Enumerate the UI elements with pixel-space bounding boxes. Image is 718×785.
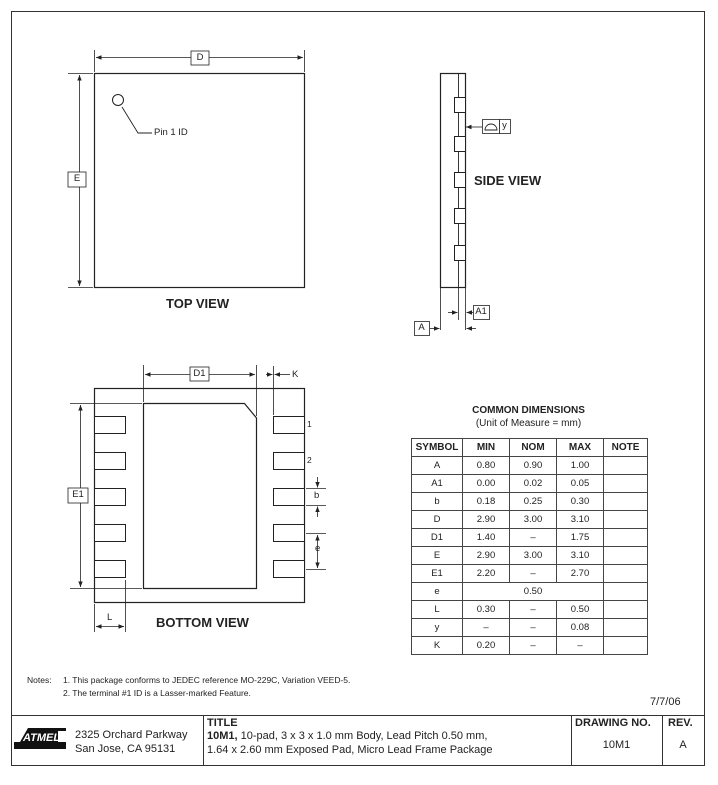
atmel-logo xyxy=(14,728,66,749)
cell: y xyxy=(412,619,463,637)
table-row xyxy=(412,583,648,601)
col-header: NOM xyxy=(510,439,557,457)
cell: 0.00 xyxy=(463,475,510,493)
cell xyxy=(604,547,648,565)
revision-date: 7/7/06 xyxy=(650,696,681,708)
bottom-pads-left xyxy=(95,417,126,578)
cell: 0.90 xyxy=(510,457,557,475)
cell: – xyxy=(510,601,557,619)
top-view-title: TOP VIEW xyxy=(166,296,230,311)
label-D1: D1 xyxy=(193,368,206,379)
table-row xyxy=(412,457,648,475)
label-b: b xyxy=(314,490,320,501)
label-A: A xyxy=(418,322,425,333)
label-y: y xyxy=(502,120,507,131)
cell: – xyxy=(510,637,557,655)
cell: – xyxy=(463,619,510,637)
label-A1: A1 xyxy=(475,306,487,317)
table-row xyxy=(412,475,648,493)
label-L: L xyxy=(107,612,113,623)
cell xyxy=(604,457,648,475)
table-row xyxy=(412,529,648,547)
table-row xyxy=(412,511,648,529)
label-D: D xyxy=(196,52,204,63)
address-line-2: San Jose, CA 95131 xyxy=(75,743,176,755)
pin-number-1: 1 xyxy=(307,419,312,429)
address-line-1: 2325 Orchard Parkway xyxy=(75,729,188,741)
side-view-title: SIDE VIEW xyxy=(474,173,542,188)
cell xyxy=(604,565,648,583)
table-row xyxy=(412,547,648,565)
cell: K xyxy=(412,637,463,655)
table-row xyxy=(412,493,648,511)
cell: 0.18 xyxy=(463,493,510,511)
cell xyxy=(604,583,648,601)
cell: 2.20 xyxy=(463,565,510,583)
cell: 0.80 xyxy=(463,457,510,475)
label-E1: E1 xyxy=(72,489,84,500)
title-line-1 xyxy=(207,730,487,743)
cell: – xyxy=(510,529,557,547)
rev-label: REV. xyxy=(668,717,693,729)
note-1: 1. This package conforms to JEDEC reference MO-229C, Variation VEED-5. xyxy=(63,675,351,685)
rev-value: A xyxy=(679,739,687,751)
pin1-leader xyxy=(122,107,152,133)
cell: 3.10 xyxy=(557,547,604,565)
title-part-number: 10M1, xyxy=(207,730,238,742)
cell xyxy=(604,529,648,547)
cell: L xyxy=(412,601,463,619)
cell: D1 xyxy=(412,529,463,547)
col-header: SYMBOL xyxy=(412,439,463,457)
cell: 0.50 xyxy=(463,583,604,601)
cell: 0.50 xyxy=(557,601,604,619)
cell xyxy=(604,493,648,511)
cell: 3.10 xyxy=(557,511,604,529)
cell: A1 xyxy=(412,475,463,493)
cell: e xyxy=(412,583,463,601)
title-line-1-text: 10-pad, 3 x 3 x 1.0 mm Body, Lead Pitch 0.50 mm, xyxy=(237,730,488,742)
cell xyxy=(604,475,648,493)
dimensions-table xyxy=(411,438,648,655)
label-K: K xyxy=(292,369,299,380)
table-row xyxy=(412,619,648,637)
table-row xyxy=(412,601,648,619)
drawing-no-label: DRAWING NO. xyxy=(575,717,651,729)
cell: 0.08 xyxy=(557,619,604,637)
drawing-no: 10M1 xyxy=(602,739,631,751)
cell: E1 xyxy=(412,565,463,583)
title-line-2: 1.64 x 2.60 mm Exposed Pad, Micro Lead Frame Package xyxy=(207,744,493,756)
cell: b xyxy=(412,493,463,511)
table-header-row xyxy=(412,439,648,457)
pin1-marker xyxy=(113,95,124,106)
col-header: MIN xyxy=(463,439,510,457)
label-E: E xyxy=(73,173,81,184)
cell: – xyxy=(510,619,557,637)
cell xyxy=(604,619,648,637)
dimensions-title: COMMON DIMENSIONS xyxy=(472,405,585,416)
cell xyxy=(604,637,648,655)
cell: 3.00 xyxy=(510,511,557,529)
cell: 2.70 xyxy=(557,565,604,583)
cell: E xyxy=(412,547,463,565)
cell: 2.90 xyxy=(463,547,510,565)
pin-number-2: 2 xyxy=(307,455,312,465)
bottom-view-title: BOTTOM VIEW xyxy=(156,615,249,630)
side-view-pads xyxy=(455,98,466,261)
cell: 0.25 xyxy=(510,493,557,511)
cell: 1.75 xyxy=(557,529,604,547)
cell xyxy=(604,511,648,529)
bottom-pads-right xyxy=(274,417,305,578)
top-view-body xyxy=(95,74,305,288)
exposed-pad xyxy=(144,404,257,589)
cell: A xyxy=(412,457,463,475)
cell: 0.02 xyxy=(510,475,557,493)
cell: 0.30 xyxy=(557,493,604,511)
label-pin1: Pin 1 ID xyxy=(154,127,188,138)
cell: 1.00 xyxy=(557,457,604,475)
table-row xyxy=(412,637,648,655)
table-row xyxy=(412,565,648,583)
cell: 2.90 xyxy=(463,511,510,529)
cell: 0.30 xyxy=(463,601,510,619)
note-2: 2. The terminal #1 ID is a Lasser-marked Feature. xyxy=(63,688,251,698)
cell: D xyxy=(412,511,463,529)
cell: 0.05 xyxy=(557,475,604,493)
col-header: NOTE xyxy=(604,439,648,457)
notes-heading: Notes: xyxy=(27,675,52,685)
label-e: e xyxy=(315,543,321,554)
cell: – xyxy=(510,565,557,583)
cell: – xyxy=(557,637,604,655)
cell: 1.40 xyxy=(463,529,510,547)
col-header: MAX xyxy=(557,439,604,457)
cell: 0.20 xyxy=(463,637,510,655)
title-label: TITLE xyxy=(207,717,238,729)
dimensions-subtitle: (Unit of Measure = mm) xyxy=(475,418,582,429)
logo-text: ATMEL xyxy=(23,732,61,744)
cell: 3.00 xyxy=(510,547,557,565)
cell xyxy=(604,601,648,619)
